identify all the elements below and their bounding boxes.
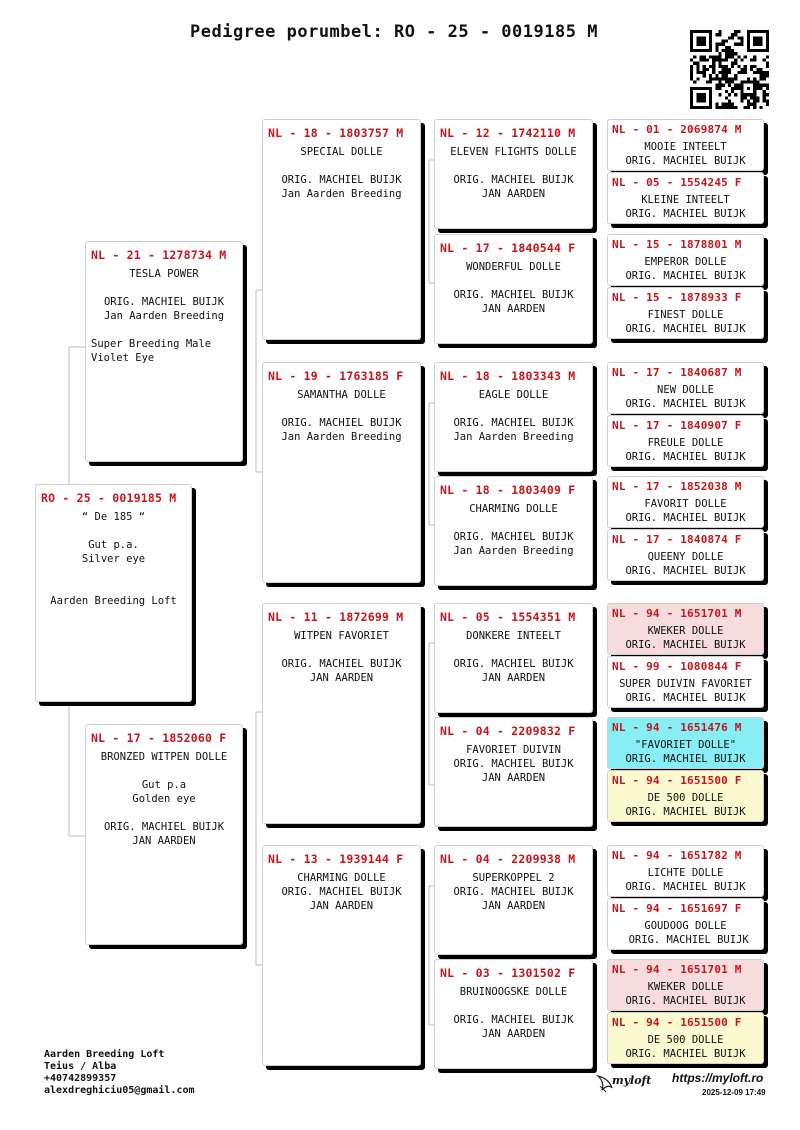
bird-details: KLEINE INTEELT ORIG. MACHIEL BUIJK — [625, 194, 746, 220]
ring-number: NL - 17 - 1840874 F — [612, 533, 742, 546]
dam-card — [85, 724, 243, 945]
ring-number: NL - 17 - 1840687 M — [612, 366, 742, 379]
ring-number: NL - 17 - 1852038 M — [612, 480, 742, 493]
bird-details: ELEVEN FLIGHTS DOLLE ORIG. MACHIEL BUIJK JAN AARDEN — [450, 146, 577, 200]
bird-details: FINEST DOLLE ORIG. MACHIEL BUIJK — [625, 309, 746, 335]
bird-details: DE 500 DOLLE ORIG. MACHIEL BUIJK — [625, 1034, 746, 1060]
ring-number: NL - 94 - 1651701 M — [612, 607, 742, 620]
bird-details: BRUINOOGSKE DOLLE ORIG. MACHIEL BUIJK JAN AARDEN — [453, 986, 574, 1040]
bird-details: WITPEN FAVORIET ORIG. MACHIEL BUIJK JAN AARDEN — [281, 630, 402, 684]
ancestor-card — [607, 362, 764, 414]
bird-details: WONDERFUL DOLLE ORIG. MACHIEL BUIJK JAN AARDEN — [453, 261, 574, 315]
ring-number: NL - 17 - 1840907 F — [612, 419, 742, 432]
ring-number: NL - 18 - 1803757 M — [268, 126, 404, 140]
bird-details: KWEKER DOLLE ORIG. MACHIEL BUIJK — [625, 625, 746, 651]
ancestor-card — [607, 770, 764, 822]
footer-email: alexdreghiciu05@gmail.com — [44, 1085, 195, 1096]
bird-details: FREULE DOLLE ORIG. MACHIEL BUIJK — [625, 437, 746, 463]
great-grandparent-card — [434, 476, 593, 586]
brand-logo-text: myloft — [612, 1074, 652, 1087]
ring-number: NL - 94 - 1651782 M — [612, 849, 742, 862]
ring-number: NL - 94 - 1651500 F — [612, 1016, 742, 1029]
ring-number: NL - 94 - 1651701 M — [612, 963, 742, 976]
ancestor-card — [607, 172, 764, 224]
print-date: 2025-12-09 17:49 — [702, 1088, 766, 1097]
ancestor-card — [607, 959, 764, 1011]
bird-details: SUPER DUIVIN FAVORIET ORIG. MACHIEL BUIJK — [619, 678, 752, 704]
ring-number: NL - 05 - 1554351 M — [440, 610, 576, 624]
bird-details: KWEKER DOLLE ORIG. MACHIEL BUIJK — [625, 981, 746, 1007]
bird-details: DONKERE INTEELT ORIG. MACHIEL BUIJK JAN AARDEN — [453, 630, 574, 684]
ring-number: NL - 18 - 1803343 M — [440, 369, 576, 383]
ancestor-card — [607, 603, 764, 655]
ring-number: NL - 94 - 1651500 F — [612, 774, 742, 787]
bird-details: QUEENY DOLLE ORIG. MACHIEL BUIJK — [625, 551, 746, 577]
bird-details: SUPERKOPPEL 2 ORIG. MACHIEL BUIJK JAN AARDEN — [453, 872, 574, 912]
ring-number: NL - 15 - 1878801 M — [612, 238, 742, 251]
bird-details: DE 500 DOLLE ORIG. MACHIEL BUIJK — [625, 792, 746, 818]
bird-details: FAVORIET DUIVIN ORIG. MACHIEL BUIJK JAN AARDEN — [453, 744, 574, 784]
great-grandparent-card — [434, 717, 593, 827]
ring-number: NL - 11 - 1872699 M — [268, 610, 404, 624]
ring-number: NL - 05 - 1554245 F — [612, 176, 742, 189]
ring-number: NL - 13 - 1939144 F — [268, 852, 404, 866]
bird-details: MOOIE INTEELT ORIG. MACHIEL BUIJK — [625, 141, 746, 167]
great-grandparent-card — [434, 603, 593, 713]
bird-details: EMPEROR DOLLE ORIG. MACHIEL BUIJK — [625, 256, 746, 282]
sire-card — [85, 241, 243, 462]
footer-loft: Aarden Breeding Loft — [44, 1049, 165, 1060]
bird-details: SAMANTHA DOLLE ORIG. MACHIEL BUIJK Jan Aarden Breeding — [281, 389, 402, 443]
ring-number: NL - 04 - 2209938 M — [440, 852, 576, 866]
bird-details: FAVORIT DOLLE ORIG. MACHIEL BUIJK — [625, 498, 746, 524]
bird-details: “ De 185 “ Gut p.a. Silver eye Aarden Breeding Loft — [50, 511, 177, 607]
ancestor-card — [607, 119, 764, 171]
bird-details: BRONZED WITPEN DOLLE Gut p.a Golden eye ORIG. MACHIEL BUIJK JAN AARDEN — [100, 751, 228, 847]
great-grandparent-card — [434, 119, 593, 229]
ring-number: NL - 94 - 1651476 M — [612, 721, 742, 734]
ring-number: NL - 15 - 1878933 F — [612, 291, 742, 304]
ring-number: NL - 94 - 1651697 F — [612, 902, 742, 915]
ring-number: NL - 99 - 1080844 F — [612, 660, 742, 673]
ring-number: NL - 12 - 1742110 M — [440, 126, 576, 140]
bird-details: TESLA POWER ORIG. MACHIEL BUIJK Jan Aarden Breeding Super Breeding Male Violet Eye — [91, 268, 225, 364]
footer-contact — [44, 1049, 195, 1097]
ring-number: RO - 25 - 0019185 M — [41, 491, 177, 505]
bird-details: NEW DOLLE ORIG. MACHIEL BUIJK — [625, 384, 746, 410]
ring-number: NL - 04 - 2209832 F — [440, 724, 576, 738]
ancestor-card — [607, 1012, 764, 1064]
grandparent-card — [262, 845, 421, 1066]
ancestor-card — [607, 476, 764, 528]
grandparent-card — [262, 362, 421, 583]
great-grandparent-card — [434, 845, 593, 955]
ring-number: NL - 03 - 1301502 F — [440, 966, 576, 980]
ancestor-card — [607, 415, 764, 467]
ancestor-card — [607, 529, 764, 581]
ancestor-card — [607, 845, 764, 897]
subject-card — [35, 484, 192, 702]
bird-details: CHARMING DOLLE ORIG. MACHIEL BUIJK JAN AARDEN — [281, 872, 402, 912]
bird-details: LICHTE DOLLE ORIG. MACHIEL BUIJK — [625, 867, 746, 893]
ring-number: NL - 01 - 2069874 M — [612, 123, 742, 136]
bird-details: CHARMING DOLLE ORIG. MACHIEL BUIJK Jan Aarden Breeding — [453, 503, 574, 557]
grandparent-card — [262, 603, 421, 824]
bird-details: SPECIAL DOLLE ORIG. MACHIEL BUIJK Jan Aarden Breeding — [281, 146, 402, 200]
ring-number: NL - 19 - 1763185 F — [268, 369, 404, 383]
ring-number: NL - 21 - 1278734 M — [91, 248, 227, 262]
great-grandparent-card — [434, 362, 593, 472]
brand-site-link[interactable]: https://myloft.ro — [672, 1071, 764, 1085]
ring-number: NL - 17 - 1840544 F — [440, 241, 576, 255]
ancestor-card — [607, 898, 764, 950]
ancestor-card — [607, 656, 764, 708]
footer-location: Teius / Alba — [44, 1061, 117, 1072]
grandparent-card — [262, 119, 421, 340]
great-grandparent-card — [434, 234, 593, 344]
ring-number: NL - 18 - 1803409 F — [440, 483, 576, 497]
ring-number: NL - 17 - 1852060 F — [91, 731, 227, 745]
bird-details: EAGLE DOLLE ORIG. MACHIEL BUIJK Jan Aarden Breeding — [453, 389, 574, 443]
page-title: Pedigree porumbel: RO - 25 - 0019185 M — [190, 22, 598, 42]
footer-phone: +40742899357 — [44, 1073, 117, 1084]
bird-details: "FAVORIET DOLLE" ORIG. MACHIEL BUIJK — [625, 739, 746, 765]
ancestor-card — [607, 717, 764, 769]
bird-details: GOUDOOG DOLLE ORIG. MACHIEL BUIJK — [628, 920, 749, 946]
ancestor-card — [607, 234, 764, 286]
ancestor-card — [607, 287, 764, 339]
great-grandparent-card — [434, 959, 593, 1069]
